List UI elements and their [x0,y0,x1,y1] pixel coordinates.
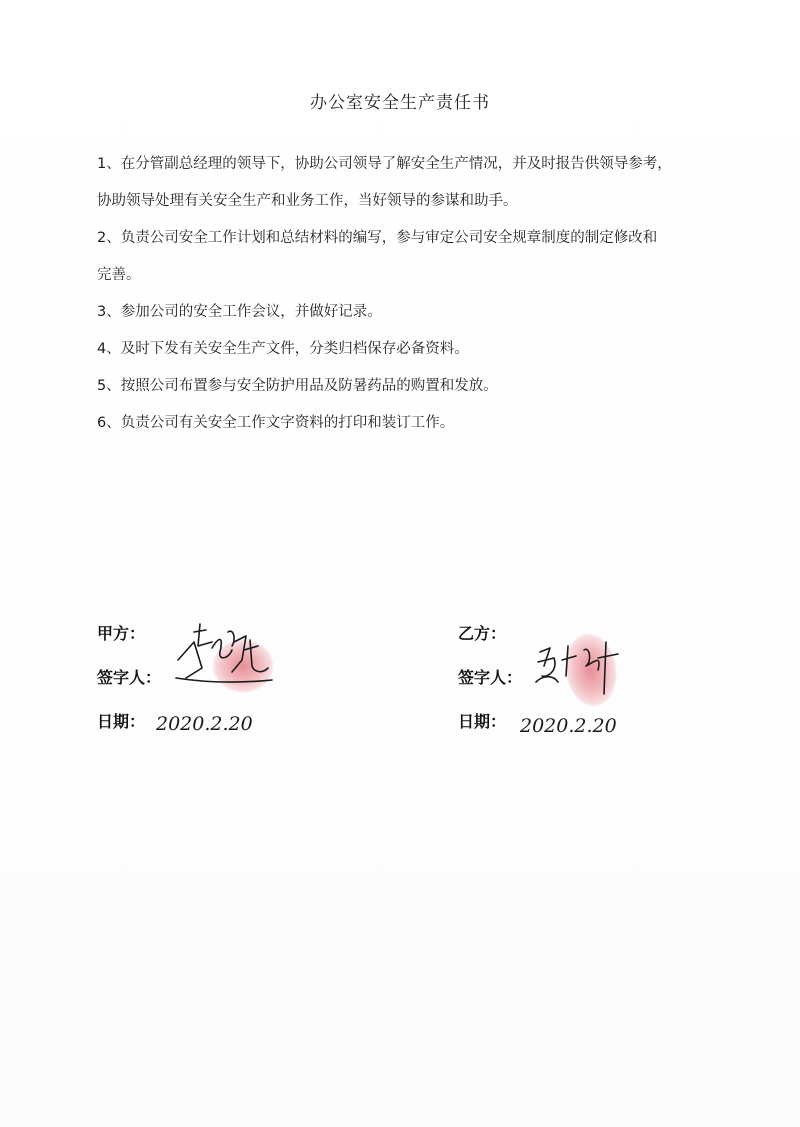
party-a-date-value: 2020.2.20 [156,713,253,735]
party-a-signer-label: 签字人： [97,668,162,687]
clause-line: 完善。 [97,267,141,283]
party-b-signature [532,636,632,700]
party-b-signer-label: 签字人： [458,668,523,687]
clause-line: 6、负责公司有关安全工作文字资料的打印和装订工作。 [97,415,455,431]
party-b-date-label: 日期： [458,712,507,731]
party-a-signature [172,620,282,690]
party-a-label: 甲方： [97,624,146,643]
clause-line: 3、参加公司的安全工作会议，并做好记录。 [97,304,382,320]
clause-line: 1、在分管副总经理的领导下，协助公司领导了解安全生产情况，并及时报告供领导参考， [97,156,672,172]
party-b-block [458,612,522,744]
party-b-label: 乙方： [458,624,507,643]
clause-line: 5、按照公司布置参与安全防护用品及防暑药品的购置和发放。 [97,378,498,394]
document-title: 办公室安全生产责任书 [310,93,490,113]
party-a-block [97,612,161,744]
party-b-date-handwriting [518,710,648,740]
party-a-date-handwriting [154,708,284,738]
party-a-date-label: 日期： [97,712,146,731]
party-b-date-value: 2020.2.20 [520,715,617,737]
clause-line: 2、负责公司安全工作计划和总结材料的编写，参与审定公司安全规章制度的制定修改和 [97,230,658,246]
clause-list [97,146,727,442]
clause-line: 4、及时下发有关安全生产文件，分类归档保存必备资料。 [97,341,469,357]
clause-line: 协助领导处理有关安全生产和业务工作，当好领导的参谋和助手。 [97,193,518,209]
